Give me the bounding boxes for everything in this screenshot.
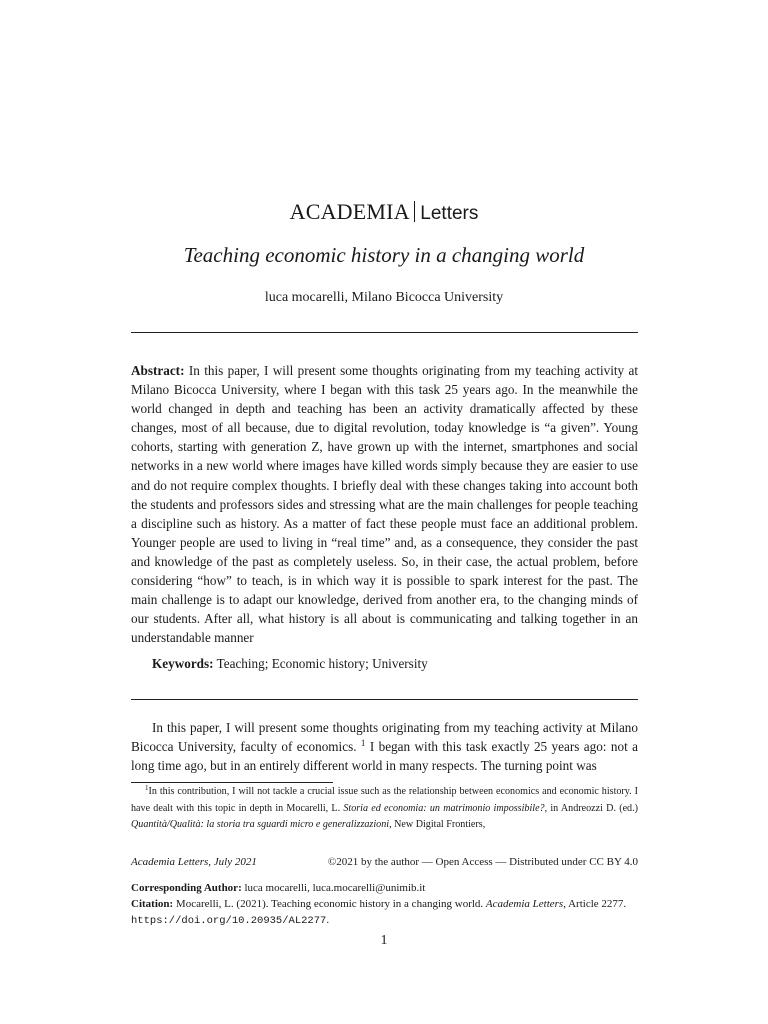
- footnote-text-c: , New Digital Frontiers,: [389, 819, 486, 831]
- body-text-part1: In this paper, I will present some thoughts originating from my teaching activity at Milano Bicocca University, faculty of economics.: [131, 720, 638, 755]
- footnote-italic-title-a: Storia ed economia: un matrimonio impossibile?: [343, 802, 545, 814]
- body-text-part2: I began with this task exactly 25 years ago: not a long time ago, but in an entirely different world in many respects. The turning point was: [131, 739, 638, 774]
- brand-separator: [414, 201, 416, 222]
- footnote-rule: [131, 782, 333, 783]
- citation-journal: Academia Letters: [485, 898, 564, 910]
- corresponding-author-label: Corresponding Author:: [131, 882, 242, 894]
- abstract-text: In this paper, I will present some thoughts originating from my teaching activity at Milano Bicocca University, where I began with this task 25 years ago. In the meanwhile the world changed in depth and teaching has been an activity dramatically affected by these changes, most of all because, due to digital revolution, today knowledge is “a given”. Young cohorts, starting with generation Z, have grown up with the internet, smartphones and social networks in a new world where images have killed words simply because they are easier to use and do not require complex thoughts. I briefly deal with these changes taking into account both the students and professors sides and stressing what are the main challenges for people teaching a discipline such as history. As a matter of fact these people must face an additional problem. Younger people are used to living in “real time” and, as a consequence, they consider the past and knowledge of the past as completely useless. So, in their case, the actual problem, before considering “how” to teach, is in which way it is possible to spark interest for the past. The main challenge is to adapt our knowledge, derived from another era, to the changing minds of our students. After all, what history is all about is communicating and talking together in an understandable manner: [131, 363, 639, 646]
- citation: [131, 896, 638, 929]
- abstract-bottom-rule: [131, 699, 638, 700]
- citation-label: Citation:: [131, 898, 174, 910]
- footnote: [131, 784, 638, 834]
- top-rule: [131, 332, 638, 333]
- keywords-text: Teaching; Economic history; University: [216, 656, 428, 671]
- abstract: [131, 361, 638, 647]
- body-paragraph: [131, 718, 638, 775]
- author-line: luca mocarelli, Milano Bicocca University: [264, 290, 504, 305]
- keywords-label: Keywords:: [152, 656, 214, 671]
- page-number: 1: [380, 933, 388, 948]
- footnote-italic-title-b: Quantità/Qualità: la storia tra sguardi micro e generalizzazioni: [131, 819, 390, 831]
- brand-subtitle: Letters: [420, 203, 479, 224]
- brand-name: ACADEMIA: [289, 199, 410, 224]
- footnote-reference[interactable]: 1: [360, 738, 366, 749]
- keywords: [152, 654, 638, 673]
- citation-text: Mocarelli, L. (2021). Teaching economic history in a changing world.: [175, 898, 484, 910]
- citation-block: [131, 880, 638, 929]
- citation-article: , Article 2277.: [563, 898, 627, 910]
- brand-header: [0, 198, 768, 228]
- citation-end: .: [326, 914, 330, 926]
- doi-link[interactable]: https://doi.org/10.20935/AL2277: [131, 915, 327, 927]
- corresponding-author: [131, 880, 638, 896]
- journal-date: Academia Letters, July 2021: [131, 856, 257, 868]
- footnote-marker: 1: [145, 784, 149, 792]
- license-line: ©2021 by the author — Open Access — Distributed under CC BY 4.0: [327, 856, 638, 868]
- paper-title: Teaching economic history in a changing world: [183, 243, 585, 267]
- corresponding-author-value[interactable]: luca mocarelli, luca.mocarelli@unimib.it: [244, 882, 426, 894]
- footnote-text-a: In this contribution, I will not tackle a crucial issue such as the relationship between economics and economic history. I have dealt with this topic in depth in Mocarelli, L.: [131, 786, 638, 814]
- abstract-label: Abstract:: [131, 363, 185, 378]
- footnote-text-b: , in Andreozzi D. (ed.): [544, 802, 638, 814]
